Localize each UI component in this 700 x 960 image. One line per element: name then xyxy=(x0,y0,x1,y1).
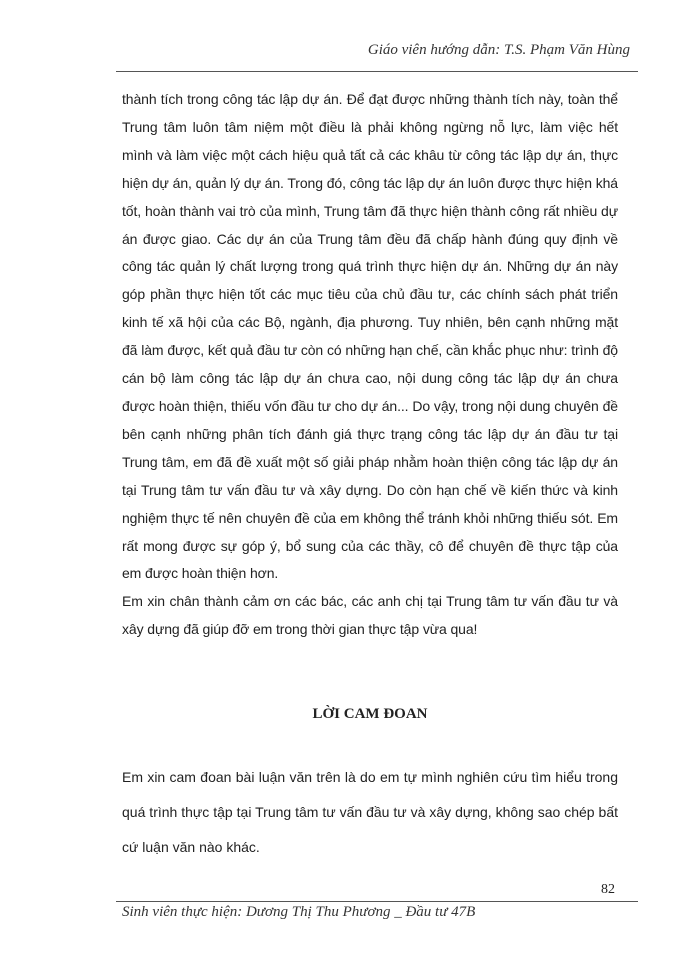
declaration-paragraph: Em xin cam đoan bài luận văn trên là do em tự mình nghiên cứu tìm hiểu trong quá trình thực tập tại Trung tâm tư vấn đầu tư và xây dựng, không sao chép bất cứ luận văn nào khác. xyxy=(122,769,618,855)
paragraph-thanks: Em xin chân thành cảm ơn các bác, các anh chị tại Trung tâm tư vấn đầu tư và xây dựng đã giúp đỡ em trong thời gian thực tập vừa qua! xyxy=(122,593,618,638)
footer-divider xyxy=(116,901,638,902)
declaration-text xyxy=(122,760,618,865)
body-text xyxy=(122,86,618,644)
paragraph-acknowledgement: thành tích trong công tác lập dự án. Để đạt được những thành tích này, toàn thể Trung tâm luôn tâm niệm một điều là phải không ngừng nỗ lực, làm việc hết mình và làm việc một cách hiệu quả tất cả các khâu từ công tác lập dự án, thực hiện dự án, quản lý dự án. Trong đó, công tác lập dự án luôn được thực hiện khá tốt, hoàn thành vai trò của mình, Trung tâm đã thực hiện thành công rất nhiều dự án được giao. Các dự án của Trung tâm đều đã chấp hành đúng quy định về công tác quản lý chất lượng trong quá trình thực hiện dự án. Những dự án này góp phần thực hiện tốt các mục tiêu của chủ đầu tư, các chính sách phát triển kinh tế xã hội của các Bộ, ngành, địa phương. Tuy nhiên, bên cạnh những mặt đã làm được, kết quả đầu tư còn có những hạn chế, cần khắc phục như: trình độ cán bộ làm công tác lập dự án chưa cao, nội dung công tác lập dự án chưa được hoàn thiện, thiếu vốn đầu tư cho dự án... Do vậy, trong nội dung chuyên đề bên cạnh những phân tích đánh giá thực trạng công tác lập dự án đầu tư tại Trung tâm, em đã đề xuất một số giải pháp nhằm hoàn thiện công tác lập dự án tại Trung tâm tư vấn đầu tư và xây dựng. Do còn hạn chế về kiến thức và kinh nghiệm thực tế nên chuyên đề của em không thể tránh khỏi những thiếu sót. Em rất mong được sự góp ý, bổ sung của các thầy, cô để chuyên đề thực tập của em được hoàn thiện hơn. xyxy=(122,91,618,582)
header-divider xyxy=(116,71,638,72)
page-number: 82 xyxy=(601,882,615,897)
running-footer: Sinh viên thực hiện: Dương Thị Thu Phương _ Đầu tư 47B xyxy=(122,904,476,920)
running-header: Giáo viên hướng dẫn: T.S. Phạm Văn Hùng xyxy=(367,42,630,58)
section-title: LỜI CAM ĐOAN xyxy=(312,706,428,722)
